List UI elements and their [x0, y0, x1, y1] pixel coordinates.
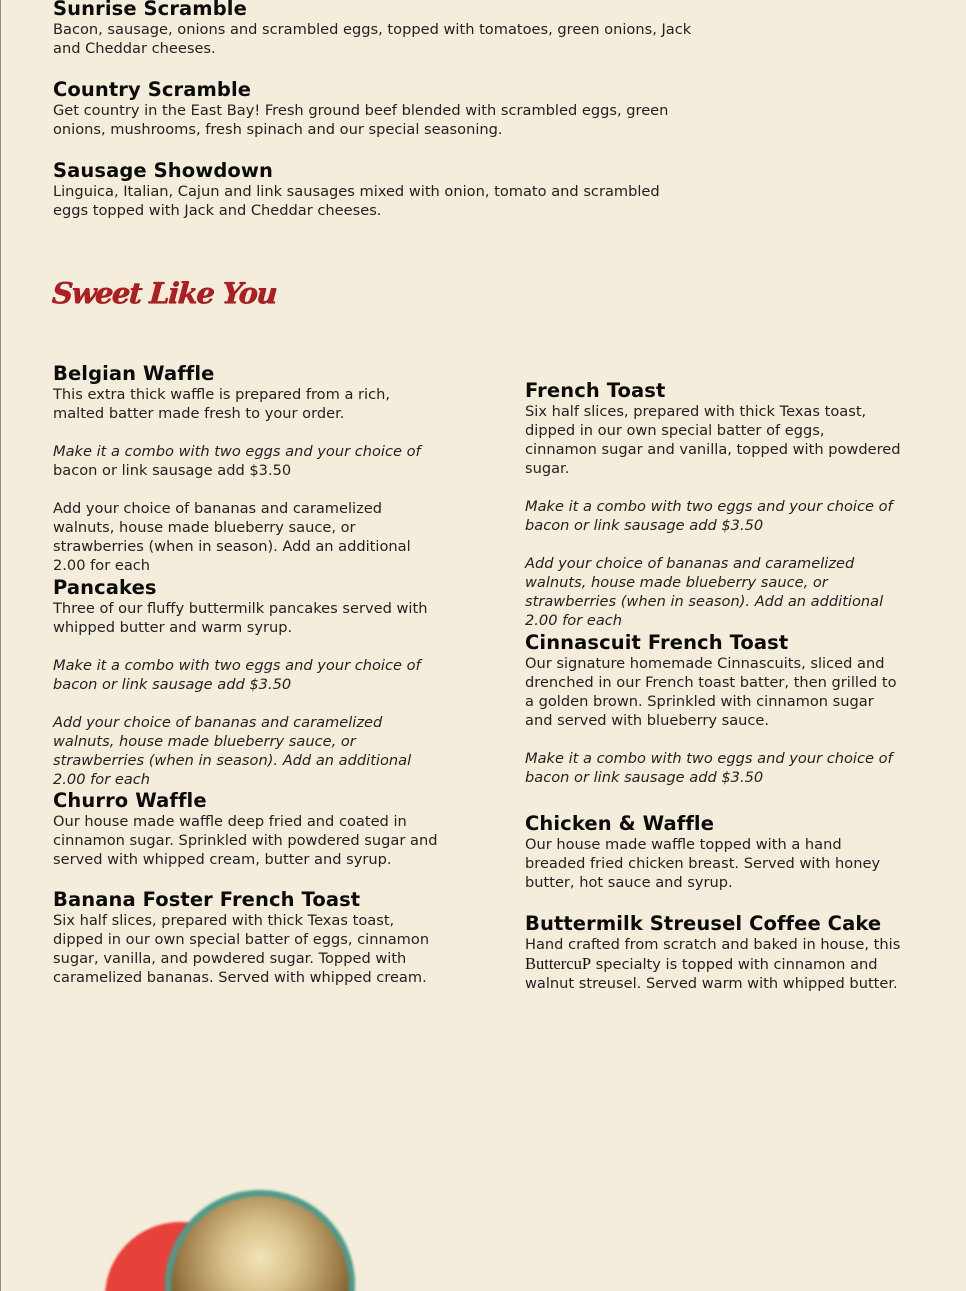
item-description: Bacon, sausage, onions and scrambled eggs, topped with tomatoes, green onions, Jack and Cheddar cheeses. — [53, 21, 692, 57]
menu-item-belgian-waffle — [53, 362, 445, 575]
menu-item-chicken-waffle — [525, 812, 901, 892]
item-title: Sausage Showdown — [53, 159, 274, 182]
menu-item-banana-foster-french-toast — [53, 888, 445, 987]
item-combo — [53, 656, 445, 694]
item-description: Our house made waffle topped with a hand breaded fried chicken breast. Served with honey butter, hot sauce and syrup. — [525, 836, 881, 891]
menu-item-coffee-cake — [525, 912, 901, 993]
addon-text: Add your choice of bananas and caramelized walnuts, house made blueberry sauce, or strawberries (when in season). Add an additional 2.00 for each — [525, 555, 884, 629]
item-combo — [525, 497, 901, 535]
item-description: Three of our fluffy buttermilk pancakes served with whipped butter and warm syrup. — [53, 600, 428, 636]
item-addon: Add your choice of bananas and caramelized walnuts, house made blueberry sauce, or strawberries (when in season). Add an additional 2.00 for each — [53, 500, 411, 574]
food-photo-image — [165, 1190, 355, 1291]
menu-item-sunrise-scramble — [53, 0, 693, 58]
section-title: Sweet Like You — [50, 276, 278, 310]
menu-item-churro-waffle — [53, 789, 445, 869]
item-title: Buttermilk Streusel Coffee Cake — [525, 912, 882, 935]
addon-text: Add your choice of bananas and caramelized walnuts, house made blueberry sauce, or strawberries (when in season). Add an additional 2.00 for each — [53, 714, 412, 788]
item-description: Get country in the East Bay! Fresh ground beef blended with scrambled eggs, green onions, mushrooms, fresh spinach and our special seasoning. — [53, 102, 669, 138]
item-title: French Toast — [525, 379, 666, 402]
combo-text: Make it a combo with two eggs and your choice of bacon or link sausage add $3.50 — [525, 750, 893, 786]
combo-text: Make it a combo with two eggs and your choice of bacon or link sausage add $3.50 — [525, 498, 893, 534]
combo-text: Make it a combo with two eggs and your choice of bacon or link sausage add $3.50 — [53, 657, 421, 693]
menu-item-sausage-showdown — [53, 159, 693, 220]
menu-item-cinnascuit-french-toast — [525, 631, 901, 787]
desc-before: Hand crafted from scratch and baked in house, this — [525, 936, 901, 953]
item-title: Cinnascuit French Toast — [525, 631, 789, 654]
item-description: Our house made waffle deep fried and coated in cinnamon sugar. Sprinkled with powdered sugar and served with whipped cream, butter and syrup. — [53, 813, 438, 868]
item-description: This extra thick waffle is prepared from a rich, malted batter made fresh to your order. — [53, 386, 391, 422]
item-description — [525, 935, 901, 993]
menu-item-country-scramble — [53, 78, 693, 139]
desc-after: specialty is topped with cinnamon and walnut streusel. Served warm with whipped butter. — [525, 956, 898, 992]
item-title: Banana Foster French Toast — [53, 888, 361, 911]
item-addon — [53, 713, 445, 789]
item-description: Six half slices, prepared with thick Texas toast, dipped in our own special batter of eggs, cinnamon sugar, vanilla, and powdered sugar. Topped with caramelized bananas. Served with whipped cream. — [53, 912, 430, 986]
item-description: Linguica, Italian, Cajun and link sausages mixed with onion, tomato and scrambled eggs topped with Jack and Cheddar cheeses. — [53, 183, 660, 219]
menu-item-pancakes — [53, 576, 445, 789]
brand-name: ButtercuP — [525, 954, 591, 973]
item-title: Sunrise Scramble — [53, 0, 247, 20]
combo-plain: bacon or link sausage add $3.50 — [53, 462, 292, 479]
item-combo — [53, 442, 445, 480]
item-combo — [525, 749, 901, 787]
combo-italic: Make it a combo with two eggs and your choice of — [53, 443, 421, 460]
item-title: Belgian Waffle — [53, 362, 215, 385]
menu-item-french-toast — [525, 379, 901, 630]
item-description: Our signature homemade Cinnascuits, sliced and drenched in our French toast batter, then grilled to a golden brown. Sprinkled with cinnamon sugar and served with blueberry sauce. — [525, 655, 897, 729]
item-title: Chicken & Waffle — [525, 812, 715, 835]
item-addon — [525, 554, 901, 630]
item-title: Country Scramble — [53, 78, 252, 101]
item-title: Pancakes — [53, 576, 157, 599]
item-description: Six half slices, prepared with thick Texas toast, dipped in our own special batter of eggs, cinnamon sugar and vanilla, topped with powdered sugar. — [525, 403, 901, 477]
item-title: Churro Waffle — [53, 789, 207, 812]
